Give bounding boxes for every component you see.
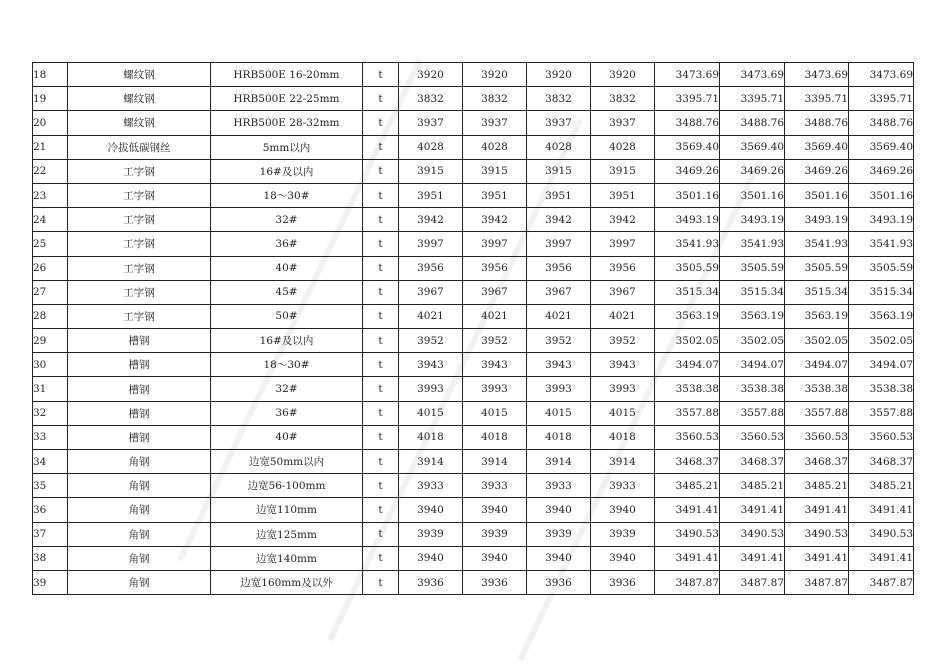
net-price-3: 3541.93 <box>785 232 849 256</box>
table-row <box>33 159 914 183</box>
net-price-1: 3469.26 <box>655 159 720 183</box>
table-row <box>33 377 914 401</box>
tax-price-3: 3937 <box>527 111 591 135</box>
tax-price-4: 3942 <box>591 208 655 232</box>
material-name: 角钢 <box>68 546 211 570</box>
net-price-1: 3491.41 <box>655 546 720 570</box>
table-row <box>33 304 914 328</box>
net-price-4: 3488.76 <box>849 111 914 135</box>
table-row <box>33 546 914 570</box>
unit-cell: t <box>363 256 399 280</box>
net-price-3: 3487.87 <box>785 570 849 594</box>
tax-price-2: 4015 <box>463 401 527 425</box>
material-name: 工字钢 <box>68 232 211 256</box>
tax-price-4: 3943 <box>591 353 655 377</box>
row-number: 36 <box>33 498 68 522</box>
net-price-1: 3557.88 <box>655 401 720 425</box>
net-price-2: 3491.41 <box>720 498 785 522</box>
tax-price-4: 3915 <box>591 159 655 183</box>
tax-price-3: 3956 <box>527 256 591 280</box>
net-price-3: 3488.76 <box>785 111 849 135</box>
material-name: 螺纹钢 <box>68 87 211 111</box>
material-name: 角钢 <box>68 522 211 546</box>
table-row <box>33 498 914 522</box>
tax-price-2: 3940 <box>463 498 527 522</box>
table-row <box>33 450 914 474</box>
table-row <box>33 232 914 256</box>
row-number: 30 <box>33 353 68 377</box>
net-price-1: 3485.21 <box>655 474 720 498</box>
material-spec: 16#及以内 <box>211 329 363 353</box>
net-price-2: 3557.88 <box>720 401 785 425</box>
net-price-4: 3557.88 <box>849 401 914 425</box>
tax-price-1: 3915 <box>399 159 463 183</box>
row-number: 34 <box>33 450 68 474</box>
row-number: 31 <box>33 377 68 401</box>
tax-price-2: 3967 <box>463 280 527 304</box>
tax-price-1: 3914 <box>399 450 463 474</box>
tax-price-2: 3939 <box>463 522 527 546</box>
unit-cell: t <box>363 570 399 594</box>
tax-price-1: 4028 <box>399 135 463 159</box>
tax-price-4: 3933 <box>591 474 655 498</box>
unit-cell: t <box>363 522 399 546</box>
row-number: 35 <box>33 474 68 498</box>
tax-price-4: 3956 <box>591 256 655 280</box>
row-number: 25 <box>33 232 68 256</box>
material-spec: 40# <box>211 256 363 280</box>
net-price-4: 3473.69 <box>849 63 914 87</box>
row-number: 29 <box>33 329 68 353</box>
tax-price-3: 3952 <box>527 329 591 353</box>
material-name: 工字钢 <box>68 208 211 232</box>
tax-price-2: 3920 <box>463 63 527 87</box>
material-spec: 18～30# <box>211 353 363 377</box>
material-spec: 边宽140mm <box>211 546 363 570</box>
tax-price-2: 3937 <box>463 111 527 135</box>
net-price-3: 3538.38 <box>785 377 849 401</box>
net-price-3: 3491.41 <box>785 546 849 570</box>
net-price-4: 3560.53 <box>849 425 914 449</box>
material-name: 工字钢 <box>68 280 211 304</box>
net-price-3: 3560.53 <box>785 425 849 449</box>
row-number: 22 <box>33 159 68 183</box>
tax-price-4: 3920 <box>591 63 655 87</box>
tax-price-4: 3997 <box>591 232 655 256</box>
material-name: 槽钢 <box>68 353 211 377</box>
net-price-2: 3469.26 <box>720 159 785 183</box>
material-name: 冷拔低碳钢丝 <box>68 135 211 159</box>
table-row <box>33 522 914 546</box>
material-spec: 40# <box>211 425 363 449</box>
net-price-2: 3560.53 <box>720 425 785 449</box>
tax-price-2: 3933 <box>463 474 527 498</box>
unit-cell: t <box>363 425 399 449</box>
net-price-4: 3395.71 <box>849 87 914 111</box>
net-price-4: 3569.40 <box>849 135 914 159</box>
net-price-4: 3502.05 <box>849 329 914 353</box>
unit-cell: t <box>363 232 399 256</box>
tax-price-3: 3942 <box>527 208 591 232</box>
material-name: 螺纹钢 <box>68 111 211 135</box>
tax-price-2: 3951 <box>463 183 527 207</box>
material-spec: 32# <box>211 377 363 401</box>
net-price-1: 3473.69 <box>655 63 720 87</box>
unit-cell: t <box>363 546 399 570</box>
unit-cell: t <box>363 329 399 353</box>
material-spec: 32# <box>211 208 363 232</box>
tax-price-3: 3915 <box>527 159 591 183</box>
unit-cell: t <box>363 304 399 328</box>
tax-price-4: 3993 <box>591 377 655 401</box>
material-name: 槽钢 <box>68 377 211 401</box>
tax-price-2: 3942 <box>463 208 527 232</box>
net-price-1: 3395.71 <box>655 87 720 111</box>
tax-price-3: 4015 <box>527 401 591 425</box>
tax-price-3: 4028 <box>527 135 591 159</box>
material-spec: 45# <box>211 280 363 304</box>
net-price-3: 3515.34 <box>785 280 849 304</box>
net-price-2: 3515.34 <box>720 280 785 304</box>
price-table <box>32 62 914 595</box>
material-spec: HRB500E 22-25mm <box>211 87 363 111</box>
net-price-1: 3494.07 <box>655 353 720 377</box>
tax-price-3: 4021 <box>527 304 591 328</box>
net-price-2: 3485.21 <box>720 474 785 498</box>
net-price-2: 3505.59 <box>720 256 785 280</box>
net-price-4: 3538.38 <box>849 377 914 401</box>
tax-price-3: 3993 <box>527 377 591 401</box>
net-price-4: 3494.07 <box>849 353 914 377</box>
net-price-1: 3491.41 <box>655 498 720 522</box>
tax-price-1: 3943 <box>399 353 463 377</box>
table-row <box>33 135 914 159</box>
net-price-3: 3469.26 <box>785 159 849 183</box>
net-price-4: 3487.87 <box>849 570 914 594</box>
tax-price-2: 3914 <box>463 450 527 474</box>
net-price-2: 3490.53 <box>720 522 785 546</box>
tax-price-4: 3967 <box>591 280 655 304</box>
net-price-3: 3569.40 <box>785 135 849 159</box>
tax-price-2: 4028 <box>463 135 527 159</box>
net-price-2: 3488.76 <box>720 111 785 135</box>
tax-price-4: 3832 <box>591 87 655 111</box>
table-row <box>33 63 914 87</box>
row-number: 23 <box>33 183 68 207</box>
tax-price-1: 4018 <box>399 425 463 449</box>
net-price-2: 3473.69 <box>720 63 785 87</box>
tax-price-3: 3951 <box>527 183 591 207</box>
table-row <box>33 353 914 377</box>
tax-price-4: 3951 <box>591 183 655 207</box>
tax-price-1: 3956 <box>399 256 463 280</box>
tax-price-1: 4015 <box>399 401 463 425</box>
net-price-2: 3538.38 <box>720 377 785 401</box>
net-price-1: 3488.76 <box>655 111 720 135</box>
net-price-2: 3491.41 <box>720 546 785 570</box>
unit-cell: t <box>363 353 399 377</box>
material-spec: HRB500E 28-32mm <box>211 111 363 135</box>
row-number: 19 <box>33 87 68 111</box>
net-price-2: 3487.87 <box>720 570 785 594</box>
net-price-4: 3493.19 <box>849 208 914 232</box>
table-row <box>33 474 914 498</box>
table-row <box>33 329 914 353</box>
row-number: 39 <box>33 570 68 594</box>
material-spec: 边宽125mm <box>211 522 363 546</box>
net-price-2: 3468.37 <box>720 450 785 474</box>
material-spec: 边宽110mm <box>211 498 363 522</box>
unit-cell: t <box>363 450 399 474</box>
net-price-2: 3501.16 <box>720 183 785 207</box>
unit-cell: t <box>363 111 399 135</box>
tax-price-3: 3920 <box>527 63 591 87</box>
net-price-3: 3485.21 <box>785 474 849 498</box>
net-price-1: 3560.53 <box>655 425 720 449</box>
tax-price-1: 3832 <box>399 87 463 111</box>
tax-price-1: 3942 <box>399 208 463 232</box>
net-price-1: 3493.19 <box>655 208 720 232</box>
tax-price-3: 3936 <box>527 570 591 594</box>
net-price-3: 3395.71 <box>785 87 849 111</box>
tax-price-2: 3915 <box>463 159 527 183</box>
net-price-3: 3502.05 <box>785 329 849 353</box>
net-price-4: 3541.93 <box>849 232 914 256</box>
material-name: 槽钢 <box>68 425 211 449</box>
tax-price-2: 3936 <box>463 570 527 594</box>
tax-price-1: 3951 <box>399 183 463 207</box>
net-price-1: 3538.38 <box>655 377 720 401</box>
tax-price-2: 3943 <box>463 353 527 377</box>
material-spec: 16#及以内 <box>211 159 363 183</box>
table-row <box>33 87 914 111</box>
tax-price-1: 3997 <box>399 232 463 256</box>
tax-price-1: 3952 <box>399 329 463 353</box>
tax-price-2: 3952 <box>463 329 527 353</box>
material-spec: 边宽56-100mm <box>211 474 363 498</box>
material-name: 角钢 <box>68 474 211 498</box>
net-price-3: 3563.19 <box>785 304 849 328</box>
tax-price-3: 3933 <box>527 474 591 498</box>
row-number: 37 <box>33 522 68 546</box>
row-number: 26 <box>33 256 68 280</box>
row-number: 33 <box>33 425 68 449</box>
net-price-4: 3485.21 <box>849 474 914 498</box>
net-price-3: 3557.88 <box>785 401 849 425</box>
net-price-2: 3563.19 <box>720 304 785 328</box>
table-row <box>33 183 914 207</box>
net-price-4: 3505.59 <box>849 256 914 280</box>
net-price-3: 3501.16 <box>785 183 849 207</box>
tax-price-4: 4028 <box>591 135 655 159</box>
tax-price-2: 3832 <box>463 87 527 111</box>
material-spec: 36# <box>211 232 363 256</box>
tax-price-3: 3967 <box>527 280 591 304</box>
tax-price-1: 3967 <box>399 280 463 304</box>
table-row <box>33 208 914 232</box>
tax-price-4: 3940 <box>591 546 655 570</box>
tax-price-3: 3939 <box>527 522 591 546</box>
net-price-4: 3563.19 <box>849 304 914 328</box>
table-row <box>33 280 914 304</box>
tax-price-1: 4021 <box>399 304 463 328</box>
material-name: 螺纹钢 <box>68 63 211 87</box>
net-price-1: 3501.16 <box>655 183 720 207</box>
tax-price-1: 3940 <box>399 546 463 570</box>
tax-price-2: 3997 <box>463 232 527 256</box>
net-price-1: 3502.05 <box>655 329 720 353</box>
unit-cell: t <box>363 474 399 498</box>
material-spec: 50# <box>211 304 363 328</box>
tax-price-4: 3937 <box>591 111 655 135</box>
material-name: 槽钢 <box>68 401 211 425</box>
material-name: 角钢 <box>68 498 211 522</box>
unit-cell: t <box>363 87 399 111</box>
tax-price-1: 3920 <box>399 63 463 87</box>
net-price-1: 3563.19 <box>655 304 720 328</box>
net-price-1: 3541.93 <box>655 232 720 256</box>
net-price-2: 3494.07 <box>720 353 785 377</box>
net-price-1: 3487.87 <box>655 570 720 594</box>
tax-price-1: 3939 <box>399 522 463 546</box>
material-spec: HRB500E 16-20mm <box>211 63 363 87</box>
net-price-3: 3490.53 <box>785 522 849 546</box>
net-price-4: 3515.34 <box>849 280 914 304</box>
material-name: 角钢 <box>68 570 211 594</box>
tax-price-4: 4015 <box>591 401 655 425</box>
row-number: 28 <box>33 304 68 328</box>
row-number: 38 <box>33 546 68 570</box>
tax-price-1: 3993 <box>399 377 463 401</box>
row-number: 27 <box>33 280 68 304</box>
tax-price-3: 3832 <box>527 87 591 111</box>
table-body <box>33 63 914 595</box>
net-price-4: 3469.26 <box>849 159 914 183</box>
tax-price-2: 3956 <box>463 256 527 280</box>
net-price-2: 3493.19 <box>720 208 785 232</box>
material-spec: 边宽160mm及以外 <box>211 570 363 594</box>
unit-cell: t <box>363 159 399 183</box>
tax-price-4: 3936 <box>591 570 655 594</box>
row-number: 24 <box>33 208 68 232</box>
net-price-1: 3490.53 <box>655 522 720 546</box>
material-spec: 36# <box>211 401 363 425</box>
net-price-4: 3501.16 <box>849 183 914 207</box>
table-row <box>33 401 914 425</box>
unit-cell: t <box>363 401 399 425</box>
table-row <box>33 256 914 280</box>
unit-cell: t <box>363 183 399 207</box>
tax-price-2: 3940 <box>463 546 527 570</box>
row-number: 32 <box>33 401 68 425</box>
net-price-3: 3505.59 <box>785 256 849 280</box>
tax-price-3: 3940 <box>527 498 591 522</box>
tax-price-4: 3940 <box>591 498 655 522</box>
tax-price-3: 3914 <box>527 450 591 474</box>
row-number: 20 <box>33 111 68 135</box>
tax-price-1: 3937 <box>399 111 463 135</box>
net-price-3: 3473.69 <box>785 63 849 87</box>
material-name: 工字钢 <box>68 183 211 207</box>
net-price-4: 3491.41 <box>849 546 914 570</box>
table-row <box>33 111 914 135</box>
unit-cell: t <box>363 498 399 522</box>
net-price-2: 3502.05 <box>720 329 785 353</box>
tax-price-2: 3993 <box>463 377 527 401</box>
net-price-1: 3569.40 <box>655 135 720 159</box>
net-price-3: 3493.19 <box>785 208 849 232</box>
net-price-2: 3395.71 <box>720 87 785 111</box>
tax-price-1: 3940 <box>399 498 463 522</box>
tax-price-3: 3997 <box>527 232 591 256</box>
table-row <box>33 570 914 594</box>
unit-cell: t <box>363 135 399 159</box>
net-price-1: 3505.59 <box>655 256 720 280</box>
tax-price-1: 3933 <box>399 474 463 498</box>
net-price-4: 3490.53 <box>849 522 914 546</box>
unit-cell: t <box>363 280 399 304</box>
net-price-1: 3468.37 <box>655 450 720 474</box>
tax-price-3: 3940 <box>527 546 591 570</box>
net-price-4: 3468.37 <box>849 450 914 474</box>
material-spec: 边宽50mm以内 <box>211 450 363 474</box>
tax-price-2: 4018 <box>463 425 527 449</box>
row-number: 21 <box>33 135 68 159</box>
net-price-4: 3491.41 <box>849 498 914 522</box>
material-name: 工字钢 <box>68 159 211 183</box>
unit-cell: t <box>363 377 399 401</box>
unit-cell: t <box>363 63 399 87</box>
row-number: 18 <box>33 63 68 87</box>
material-spec: 5mm以内 <box>211 135 363 159</box>
net-price-3: 3494.07 <box>785 353 849 377</box>
tax-price-4: 3939 <box>591 522 655 546</box>
table-row <box>33 425 914 449</box>
tax-price-2: 4021 <box>463 304 527 328</box>
material-name: 槽钢 <box>68 329 211 353</box>
net-price-1: 3515.34 <box>655 280 720 304</box>
tax-price-4: 4018 <box>591 425 655 449</box>
material-name: 角钢 <box>68 450 211 474</box>
tax-price-3: 4018 <box>527 425 591 449</box>
material-name: 工字钢 <box>68 256 211 280</box>
tax-price-1: 3936 <box>399 570 463 594</box>
tax-price-4: 3914 <box>591 450 655 474</box>
tax-price-4: 3952 <box>591 329 655 353</box>
tax-price-3: 3943 <box>527 353 591 377</box>
tax-price-4: 4021 <box>591 304 655 328</box>
net-price-2: 3541.93 <box>720 232 785 256</box>
net-price-2: 3569.40 <box>720 135 785 159</box>
net-price-3: 3491.41 <box>785 498 849 522</box>
material-spec: 18～30# <box>211 183 363 207</box>
material-name: 工字钢 <box>68 304 211 328</box>
unit-cell: t <box>363 208 399 232</box>
net-price-3: 3468.37 <box>785 450 849 474</box>
